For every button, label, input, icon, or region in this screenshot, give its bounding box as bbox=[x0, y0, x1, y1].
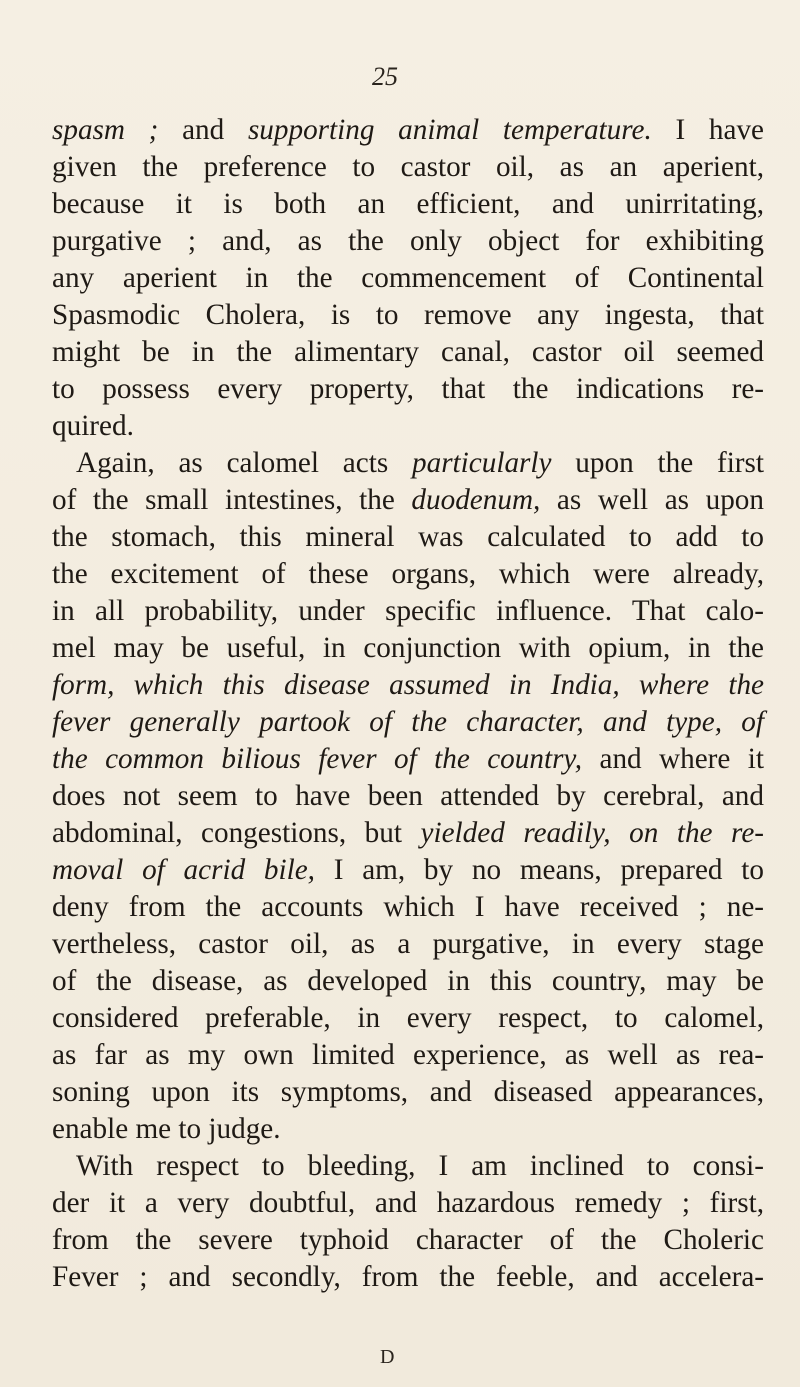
text-run: to possess every property, that the indications re- bbox=[52, 373, 764, 405]
text-line bbox=[52, 149, 764, 186]
text-line bbox=[52, 519, 764, 556]
text-line bbox=[52, 1222, 764, 1259]
text-line bbox=[52, 815, 764, 852]
text-line bbox=[52, 1185, 764, 1222]
italic-text: fever generally partook of the character, and type, of bbox=[52, 706, 764, 738]
body-text bbox=[52, 112, 764, 1296]
text-line bbox=[52, 482, 764, 519]
text-run: of the disease, as developed in this country, may be bbox=[52, 965, 764, 997]
text-run: mel may be useful, in conjunction with opium, in the bbox=[52, 632, 764, 664]
text-run: given the preference to castor oil, as an aperient, bbox=[52, 151, 764, 183]
text-line bbox=[52, 963, 764, 1000]
text-run: enable me to judge. bbox=[52, 1113, 281, 1145]
italic-text: duodenum, bbox=[411, 484, 541, 516]
text-line bbox=[52, 630, 764, 667]
text-run: in all probability, under specific influence. That calo- bbox=[52, 595, 764, 627]
text-line bbox=[52, 1074, 764, 1111]
text-line bbox=[52, 889, 764, 926]
italic-text: supporting animal temperature. bbox=[247, 114, 652, 146]
text-run: vertheless, castor oil, as a purgative, in every stage bbox=[52, 928, 764, 960]
text-run: quired. bbox=[52, 410, 134, 442]
text-line bbox=[52, 112, 764, 149]
text-line bbox=[52, 445, 764, 482]
text-line bbox=[52, 778, 764, 815]
text-run: der it a very doubtful, and hazardous remedy ; first, bbox=[52, 1187, 764, 1219]
text-line bbox=[52, 297, 764, 334]
text-run: soning upon its symptoms, and diseased appearances, bbox=[52, 1076, 764, 1108]
italic-text: spasm ; bbox=[52, 114, 159, 146]
text-line bbox=[52, 1259, 764, 1296]
text-line bbox=[52, 556, 764, 593]
text-line bbox=[52, 223, 764, 260]
signature-mark: D bbox=[380, 1346, 395, 1368]
text-line bbox=[52, 334, 764, 371]
text-run: considered preferable, in every respect, to calomel, bbox=[52, 1002, 764, 1034]
text-line bbox=[52, 926, 764, 963]
text-run: and bbox=[158, 114, 248, 146]
text-line bbox=[52, 1111, 764, 1148]
text-line bbox=[52, 593, 764, 630]
text-run: does not seem to have been attended by cerebral, and bbox=[52, 780, 764, 812]
italic-text: moval of acrid bile, bbox=[52, 854, 315, 886]
text-run: of the small intestines, the bbox=[52, 484, 412, 516]
text-run: from the severe typhoid character of the Choleric bbox=[52, 1224, 764, 1256]
italic-text: form, which this disease assumed in India, where the bbox=[52, 669, 764, 701]
text-line bbox=[52, 371, 764, 408]
text-run: Spasmodic Cholera, is to remove any ingesta, that bbox=[52, 299, 764, 331]
text-line bbox=[52, 704, 764, 741]
text-run: Fever ; and secondly, from the feeble, and accelera- bbox=[52, 1261, 764, 1293]
text-line bbox=[52, 1000, 764, 1037]
text-run: upon the first bbox=[551, 447, 764, 479]
text-run: the excitement of these organs, which were already, bbox=[52, 558, 764, 590]
text-line bbox=[52, 741, 764, 778]
text-run: purgative ; and, as the only object for exhibiting bbox=[52, 225, 764, 257]
text-run: as well as upon bbox=[540, 484, 764, 516]
text-run: the stomach, this mineral was calculated to add to bbox=[52, 521, 764, 553]
text-run: any aperient in the commencement of Continental bbox=[52, 262, 764, 294]
text-run: abdominal, congestions, but bbox=[52, 817, 421, 849]
text-line bbox=[52, 408, 764, 445]
text-run: as far as my own limited experience, as well as rea- bbox=[52, 1039, 764, 1071]
text-line bbox=[52, 186, 764, 223]
page-number: 25 bbox=[372, 62, 398, 91]
text-line bbox=[52, 852, 764, 889]
text-run: and where it bbox=[582, 743, 764, 775]
text-run: I have bbox=[651, 114, 764, 146]
text-run: because it is both an efficient, and unirritating, bbox=[52, 188, 764, 220]
text-line bbox=[52, 260, 764, 297]
text-run: might be in the alimentary canal, castor oil seemed bbox=[52, 336, 764, 368]
text-line bbox=[52, 667, 764, 704]
text-run: deny from the accounts which I have received ; ne- bbox=[52, 891, 764, 923]
italic-text: yielded readily, on the re- bbox=[420, 817, 764, 849]
text-line bbox=[52, 1037, 764, 1074]
text-line bbox=[52, 1148, 764, 1185]
italic-text: particularly bbox=[412, 447, 552, 479]
text-run: With respect to bleeding, I am inclined to consi- bbox=[76, 1150, 764, 1182]
text-run: Again, as calomel acts bbox=[76, 447, 413, 479]
text-run: I am, by no means, prepared to bbox=[314, 854, 764, 886]
italic-text: the common bilious fever of the country, bbox=[52, 743, 583, 775]
